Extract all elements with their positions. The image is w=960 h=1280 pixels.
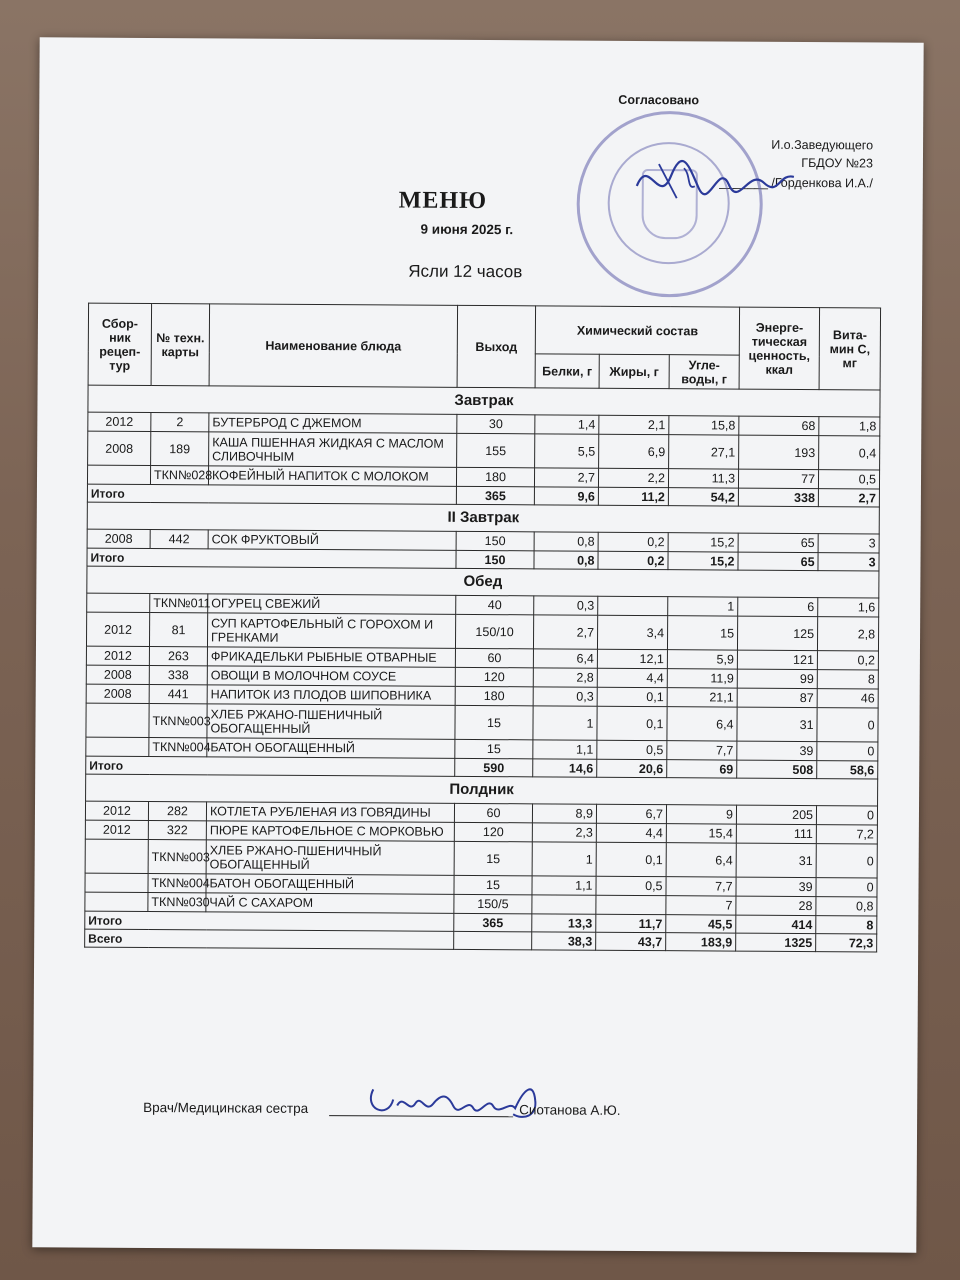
carbs-cell: 7,7 — [666, 877, 736, 896]
total-label: Итого — [87, 484, 456, 504]
energy-total: 1325 — [736, 933, 816, 951]
carbs-total: 183,9 — [666, 933, 736, 951]
carbs-cell: 5,9 — [667, 650, 737, 669]
energy-cell: 99 — [737, 669, 817, 688]
carbs-cell: 15,4 — [666, 824, 736, 843]
fat-total: 0,2 — [598, 551, 668, 569]
vitamin-cell: 0,5 — [818, 470, 879, 489]
protein-cell: 5,5 — [535, 434, 599, 468]
tech-card-cell: ТКN№028 — [150, 465, 208, 484]
energy-cell: 125 — [738, 616, 818, 650]
fat-cell: 6,7 — [596, 804, 666, 823]
tech-card-cell: ТКN№004 — [148, 873, 206, 892]
yield-total — [454, 931, 532, 949]
vitamin-total: 8 — [816, 916, 877, 934]
yield-cell: 15 — [455, 739, 533, 758]
approval-heading: Согласовано — [618, 92, 700, 108]
dish-name-cell: КОТЛЕТА РУБЛЕНАЯ ИЗ ГОВЯДИНЫ — [206, 802, 454, 823]
energy-cell: 6 — [738, 597, 818, 616]
protein-cell: 1 — [532, 842, 596, 876]
total-label: Итого — [86, 756, 455, 776]
carbs-cell: 27,1 — [669, 435, 739, 469]
director-signature — [629, 146, 799, 217]
vitamin-cell: 0 — [816, 844, 877, 878]
tech-card-cell: ТКN№011 — [150, 593, 208, 612]
section-title: Завтрак — [88, 385, 880, 417]
collection-cell: 2012 — [86, 646, 149, 665]
yield-cell: 180 — [455, 686, 533, 705]
energy-total: 508 — [737, 760, 817, 778]
protein-cell: 0,3 — [533, 687, 597, 706]
carbs-cell: 6,4 — [666, 843, 736, 877]
header-yield: Выход — [457, 305, 535, 387]
protein-total: 13,3 — [532, 914, 596, 932]
fat-cell — [596, 895, 666, 914]
protein-cell: 1,1 — [533, 740, 597, 759]
yield-cell: 120 — [455, 667, 533, 686]
carbs-total: 45,5 — [666, 915, 736, 933]
yield-cell: 150/5 — [454, 894, 532, 913]
protein-cell: 0,8 — [534, 532, 598, 551]
carbs-cell: 15,8 — [669, 416, 739, 435]
fat-cell: 2,1 — [599, 415, 669, 434]
header-energy: Энерге-тическая ценность, ккал — [739, 307, 819, 389]
yield-cell: 30 — [457, 414, 535, 433]
dish-name-cell: КАША ПШЕННАЯ ЖИДКАЯ С МАСЛОМ СЛИВОЧНЫМ — [209, 432, 457, 468]
header-chemical: Химический состав — [535, 306, 739, 355]
collection-cell: 2008 — [87, 529, 150, 548]
menu-body — [85, 385, 880, 952]
collection-cell — [85, 873, 148, 892]
vitamin-total: 72,3 — [816, 934, 877, 952]
tech-card-cell: 442 — [150, 529, 208, 548]
vitamin-cell: 8 — [817, 670, 878, 689]
fat-cell: 0,1 — [597, 687, 667, 706]
carbs-cell: 11,9 — [667, 669, 737, 688]
collection-cell: 2012 — [86, 612, 149, 646]
total-label: Итого — [85, 911, 454, 931]
grand-total-row — [85, 929, 877, 952]
yield-cell: 15 — [455, 705, 533, 739]
footer-name: Сиотанова А.Ю. — [519, 1102, 621, 1118]
vitamin-cell: 46 — [817, 689, 878, 708]
vitamin-cell: 0 — [817, 708, 878, 742]
section-title: II Завтрак — [87, 502, 879, 534]
fat-cell: 0,5 — [596, 876, 666, 895]
protein-cell: 8,9 — [532, 804, 596, 823]
dish-name-cell: ХЛЕБ РЖАНО-ПШЕНИЧНЫЙ ОБОГАЩЕННЫЙ — [206, 840, 454, 876]
vitamin-cell: 1,6 — [818, 598, 879, 617]
carbs-cell: 15 — [667, 616, 737, 650]
yield-total: 150 — [456, 550, 534, 568]
collection-cell — [87, 465, 150, 484]
carbs-cell: 6,4 — [667, 707, 737, 741]
collection-cell: 2012 — [85, 801, 148, 820]
protein-cell: 2,8 — [533, 668, 597, 687]
dish-name-cell: НАПИТОК ИЗ ПЛОДОВ ШИПОВНИКА — [207, 685, 455, 706]
fat-cell: 3,4 — [597, 615, 667, 649]
tech-card-cell: 263 — [149, 646, 207, 665]
nurse-signature — [363, 1069, 563, 1130]
approval-org: ГБДОУ №23 — [801, 155, 873, 171]
dish-name-cell: БАТОН ОБОГАЩЕННЫЙ — [207, 738, 455, 759]
energy-cell: 121 — [737, 650, 817, 669]
tech-card-cell: 81 — [149, 612, 207, 646]
tech-card-cell: 189 — [151, 431, 209, 465]
protein-cell: 2,7 — [533, 615, 597, 649]
section-title: Полдник — [86, 774, 878, 806]
fat-total: 20,6 — [597, 759, 667, 777]
energy-cell: 205 — [736, 805, 816, 824]
yield-cell: 15 — [454, 841, 532, 875]
protein-total: 0,8 — [534, 551, 598, 569]
protein-cell — [532, 895, 596, 914]
protein-total: 38,3 — [532, 932, 596, 950]
header-carbs: Угле-воды, г — [669, 355, 739, 389]
dish-name-cell: СОК ФРУКТОВЫЙ — [208, 530, 456, 551]
approval-name: _______ /Горденкова И.А./ — [719, 175, 873, 191]
dish-name-cell: КОФЕЙНЫЙ НАПИТОК С МОЛОКОМ — [208, 466, 456, 487]
carbs-cell: 7 — [666, 896, 736, 915]
energy-cell: 65 — [738, 533, 818, 552]
yield-total: 590 — [455, 758, 533, 776]
protein-total: 14,6 — [533, 759, 597, 777]
section-title: Обед — [87, 566, 879, 598]
fat-cell — [598, 596, 668, 615]
approval-position: И.о.Заведующего — [771, 137, 874, 153]
tech-card-cell: ТКN№030 — [148, 892, 206, 911]
total-label: Итого — [87, 548, 456, 568]
dish-row — [86, 612, 878, 651]
yield-cell: 155 — [457, 433, 535, 467]
energy-cell: 68 — [739, 416, 819, 435]
fat-total: 43,7 — [596, 932, 666, 950]
carbs-cell: 1 — [668, 597, 738, 616]
collection-cell — [86, 703, 149, 737]
protein-cell: 2,3 — [532, 823, 596, 842]
tech-card-cell: 338 — [149, 665, 207, 684]
yield-total: 365 — [454, 913, 532, 931]
header-collection: Сбор-ник рецеп-тур — [88, 303, 151, 385]
header-fat: Жиры, г — [599, 354, 669, 388]
collection-cell — [85, 892, 148, 911]
yield-cell: 180 — [456, 467, 534, 486]
carbs-total: 54,2 — [668, 488, 738, 506]
yield-cell: 60 — [455, 648, 533, 667]
tech-card-cell: 282 — [148, 801, 206, 820]
menu-date: 9 июня 2025 г. — [420, 221, 514, 238]
energy-cell: 77 — [738, 469, 818, 488]
carbs-cell: 15,2 — [668, 533, 738, 552]
vitamin-total: 2,7 — [818, 489, 879, 507]
menu-table — [84, 303, 881, 953]
energy-cell: 28 — [736, 896, 816, 915]
header-tech-card: № техн. карты — [151, 303, 209, 385]
collection-cell: 2008 — [86, 684, 149, 703]
protein-cell: 1 — [533, 706, 597, 740]
menu-sheet — [32, 37, 923, 1252]
carbs-cell: 21,1 — [667, 688, 737, 707]
vitamin-cell: 0,8 — [816, 897, 877, 916]
protein-cell: 1,1 — [532, 876, 596, 895]
collection-cell — [86, 737, 149, 756]
page-title: МЕНЮ — [398, 187, 488, 215]
tech-card-cell: 2 — [151, 412, 209, 431]
dish-name-cell: ОГУРЕЦ СВЕЖИЙ — [208, 594, 456, 615]
dish-name-cell: ФРИКАДЕЛЬКИ РЫБНЫЕ ОТВАРНЫЕ — [207, 647, 455, 668]
approval-block — [553, 92, 874, 191]
yield-cell: 120 — [454, 822, 532, 841]
vitamin-cell: 0 — [817, 742, 878, 761]
energy-cell: 31 — [736, 843, 816, 877]
dish-name-cell: БУТЕРБРОД С ДЖЕМОМ — [209, 413, 457, 434]
protein-cell: 0,3 — [534, 596, 598, 615]
dish-row — [88, 431, 880, 470]
dish-row — [86, 703, 878, 742]
dish-name-cell: БАТОН ОБОГАЩЕННЫЙ — [206, 874, 454, 895]
yield-cell: 40 — [456, 595, 534, 614]
dish-name-cell: ОВОЩИ В МОЛОЧНОМ СОУСЕ — [207, 666, 455, 687]
vitamin-cell: 2,8 — [818, 617, 879, 651]
protein-total: 9,6 — [534, 487, 598, 505]
footer-role: Врач/Медицинская сестра — [143, 1099, 309, 1116]
carbs-cell: 11,3 — [668, 469, 738, 488]
yield-cell: 60 — [454, 803, 532, 822]
energy-cell: 31 — [737, 707, 817, 741]
fat-cell: 0,5 — [597, 740, 667, 759]
dish-name-cell: ПЮРЕ КАРТОФЕЛЬНОЕ С МОРКОВЬЮ — [206, 821, 454, 842]
protein-cell: 2,7 — [534, 468, 598, 487]
dish-name-cell: СУП КАРТОФЕЛЬНЫЙ С ГОРОХОМ И ГРЕНКАМИ — [207, 613, 455, 649]
fat-total: 11,7 — [596, 914, 666, 932]
energy-cell: 39 — [736, 877, 816, 896]
collection-cell — [85, 839, 148, 873]
yield-cell: 15 — [454, 875, 532, 894]
collection-cell — [87, 593, 150, 612]
tech-card-cell: ТКN№003 — [149, 703, 207, 737]
energy-cell: 193 — [739, 435, 819, 469]
fat-cell: 4,4 — [596, 823, 666, 842]
protein-cell: 6,4 — [533, 649, 597, 668]
collection-cell: 2008 — [86, 665, 149, 684]
energy-cell: 87 — [737, 688, 817, 707]
vitamin-cell: 3 — [818, 534, 879, 553]
energy-cell: 39 — [737, 741, 817, 760]
collection-cell: 2012 — [85, 820, 148, 839]
dish-row — [85, 839, 877, 878]
dish-name-cell: ХЛЕБ РЖАНО-ПШЕНИЧНЫЙ ОБОГАЩЕННЫЙ — [207, 704, 455, 740]
collection-cell: 2008 — [88, 431, 151, 465]
tech-card-cell: ТКN№004 — [149, 737, 207, 756]
fat-cell: 12,1 — [597, 649, 667, 668]
vitamin-cell: 1,8 — [819, 417, 880, 436]
header-dish: Наименование блюда — [209, 304, 457, 388]
yield-total: 365 — [456, 486, 534, 504]
carbs-cell: 9 — [666, 805, 736, 824]
collection-cell: 2012 — [88, 412, 151, 431]
fat-cell: 4,4 — [597, 668, 667, 687]
carbs-total: 15,2 — [668, 552, 738, 570]
tech-card-cell: 322 — [148, 820, 206, 839]
vitamin-cell: 0 — [816, 806, 877, 825]
fat-cell: 0,1 — [597, 706, 667, 740]
fat-cell: 2,2 — [598, 468, 668, 487]
header-vitamin: Вита-мин С, мг — [819, 308, 880, 390]
energy-cell: 111 — [736, 824, 816, 843]
header-protein: Белки, г — [535, 354, 599, 388]
yield-cell: 150 — [456, 531, 534, 550]
energy-total: 338 — [738, 488, 818, 506]
energy-total: 65 — [738, 552, 818, 570]
dish-name-cell: ЧАЙ С САХАРОМ — [206, 893, 454, 914]
vitamin-total: 58,6 — [817, 761, 878, 779]
tech-card-cell: ТКN№003 — [148, 839, 206, 873]
vitamin-cell: 7,2 — [816, 825, 877, 844]
vitamin-total: 3 — [818, 553, 879, 571]
yield-cell: 150/10 — [455, 614, 533, 648]
fat-total: 11,2 — [598, 487, 668, 505]
carbs-total: 69 — [667, 760, 737, 778]
energy-total: 414 — [736, 915, 816, 933]
tech-card-cell: 441 — [149, 684, 207, 703]
vitamin-cell: 0,4 — [819, 436, 880, 470]
fat-cell: 0,2 — [598, 532, 668, 551]
carbs-cell: 7,7 — [667, 741, 737, 760]
protein-cell: 1,4 — [535, 415, 599, 434]
group-name: Ясли 12 часов — [408, 261, 523, 282]
vitamin-cell: 0 — [816, 878, 877, 897]
total-label: Всего — [85, 929, 454, 949]
vitamin-cell: 0,2 — [817, 651, 878, 670]
fat-cell: 6,9 — [599, 434, 669, 468]
fat-cell: 0,1 — [596, 842, 666, 876]
